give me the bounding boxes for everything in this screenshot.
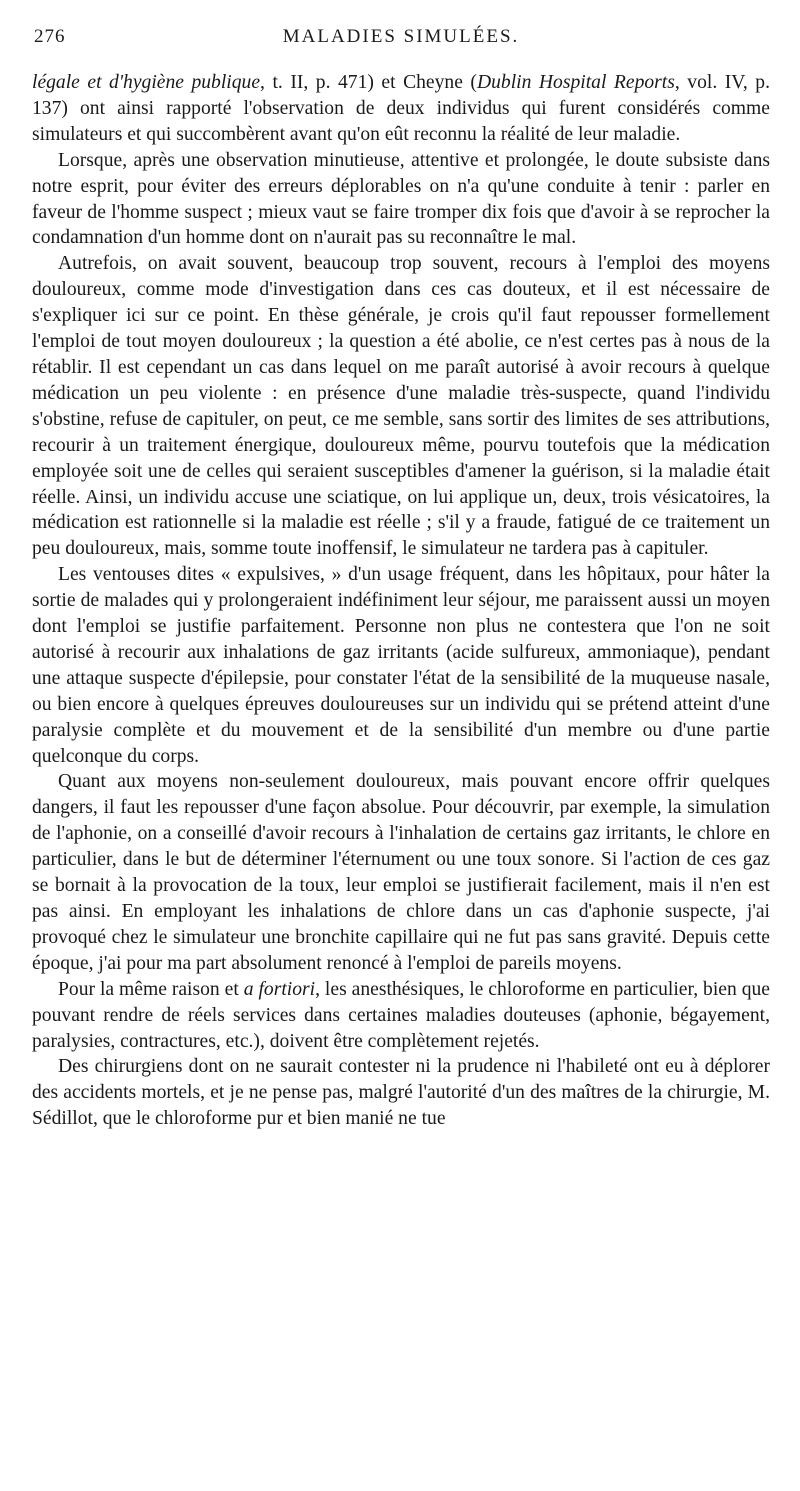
body-text <box>32 70 770 1132</box>
paragraph <box>32 769 770 976</box>
text-run: Autrefois, on avait souvent, beaucoup trop souvent, recours à l'emploi des moyens douloureux, comme mode d'investigation dans ces cas douteux, et il est nécessaire de s'expliquer ici sur ce point. En thèse générale, je crois qu'il faut repousser formellement l'emploi de tout moyen douloureux ; la question a été abolie, ce n'est certes pas à nous de la rétablir. Il est cependant un cas dans lequel on me paraît autorisé à avoir recours à quelque médication un peu violente : en présence d'une maladie très-suspecte, quand l'individu s'obstine, refuse de capituler, on peut, ce me semble, sans sortir des limites de ses attributions, recourir à un traitement énergique, douloureux même, pourvu toutefois que la médication employée soit une de celles qui seraient susceptibles d'amener la guérison, si la maladie était réelle. Ainsi, un individu accuse une sciatique, on lui applique un, deux, trois vésicatoires, la médication est rationnelle si la maladie est réelle ; s'il y a fraude, fatigué de ce traitement un peu douloureux, mais, somme toute inoffensif, le simulateur ne tardera pas à capituler. <box>32 253 770 560</box>
paragraph <box>32 148 770 252</box>
italic-text: Dublin Hospital Reports <box>476 72 675 93</box>
text-run: , les anesthésiques, le chloroforme en particulier, bien que pouvant rendre de réels services dans certaines maladies douteuses (aphonie, bégayement, paralysies, contractures, etc.), doivent être complètement rejetés. <box>32 978 770 1052</box>
text-run: Lorsque, après une observation minutieuse, attentive et prolongée, le doute subsiste dans notre esprit, pour éviter des erreurs déplorables on n'a qu'une conduite à tenir : parler en faveur de l'homme suspect ; mieux vaut se faire tromper dix fois que d'avoir à se reprocher la condamnation d'un homme dont on n'aurait pas su reconnaître le mal. <box>32 149 770 249</box>
paragraph <box>32 251 770 562</box>
paragraph <box>32 1054 770 1132</box>
paragraph <box>32 977 770 1055</box>
text-run: Pour la même raison et <box>58 978 244 1000</box>
running-title: MALADIES SIMULÉES. <box>282 26 520 47</box>
italic-text: légale et d'hygiène publique <box>32 72 261 93</box>
paragraph <box>32 70 770 148</box>
text-run: Les ventouses dites « expulsives, » d'un usage fréquent, dans les hôpitaux, pour hâter la sortie de malades qui y prolongeraient indéfiniment leur séjour, me paraissent aussi un moyen dont l'emploi se justifie parfaitement. Personne non plus ne contestera que l'on ne soit autorisé à recourir aux inhalations de gaz irritants (acide sulfureux, ammoniaque), pendant une attaque suspecte d'épilepsie, pour constater l'état de la sensibilité de la muqueuse nasale, ou bien encore à quelques épreuves douloureuses sur un individu qui se prétend atteint d'une paralysie complète et du mouvement et de la sensibilité d'un membre ou d'une partie quelconque du corps. <box>32 564 770 767</box>
text-run: , vol. IV, p. 137) ont ainsi rapporté l'observation de deux individus qui furent considérés comme simulateurs et qui succombèrent avant qu'on eût reconnu la réalité de leur maladie. <box>32 72 770 145</box>
page-number: 276 <box>34 26 66 47</box>
text-run: Des chirurgiens dont on ne saurait contester ni la prudence ni l'habileté ont eu à déplorer des accidents mortels, et je ne pense pas, malgré l'autorité d'un des maîtres de la chirurgie, M. Sédillot, que le chloroforme pur et bien manié ne tue <box>32 1056 770 1130</box>
book-page <box>32 26 770 1132</box>
paragraph <box>32 562 770 769</box>
text-run: , t. II, p. 471) et Cheyne ( <box>260 72 477 93</box>
italic-text: a fortiori <box>243 978 316 1000</box>
running-head <box>32 26 770 56</box>
text-run: Quant aux moyens non-seulement douloureux, mais pouvant encore offrir quelques dangers, il faut les repousser d'une façon absolue. Pour découvrir, par exemple, la simulation de l'aphonie, on a conseillé d'avoir recours à l'inhalation de certains gaz irritants, le chlore en particulier, dans le but de déterminer l'éternument ou une toux sonore. Si l'action de ces gaz se bornait à la provocation de la toux, leur emploi se justifierait facilement, mais il n'en est pas ainsi. En employant les inhalations de chlore dans un cas d'aphonie suspecte, j'ai provoqué chez le simulateur une bronchite capillaire qui ne fut pas sans gravité. Depuis cette époque, j'ai pour ma part absolument renoncé à l'emploi de pareils moyens. <box>32 771 770 974</box>
